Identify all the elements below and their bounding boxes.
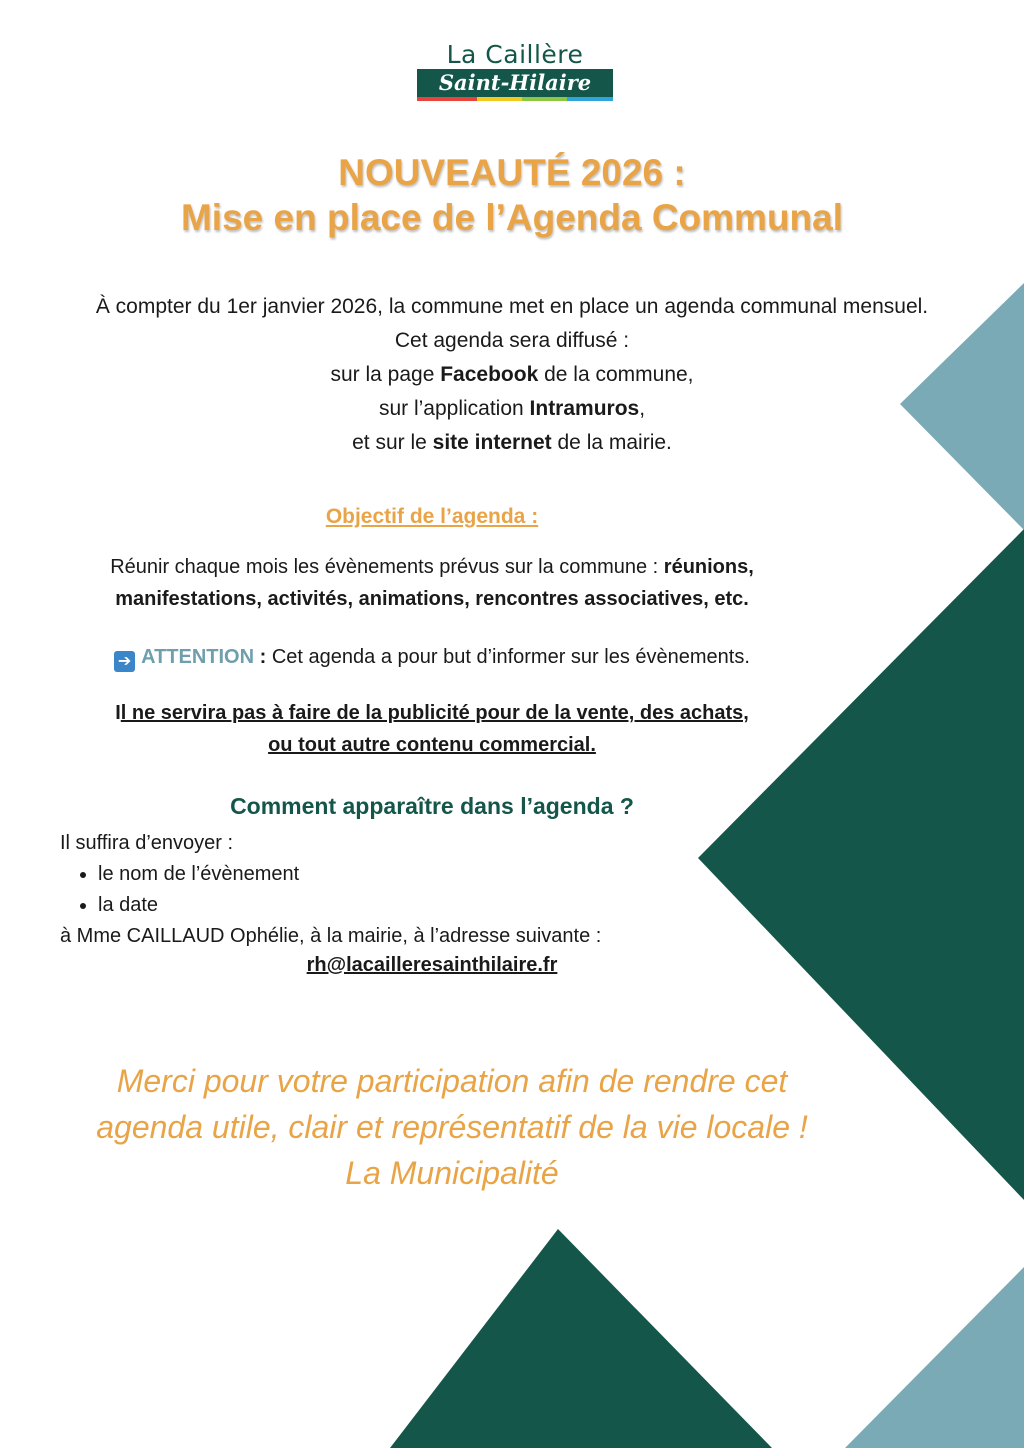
commercial-warning: Il ne servira pas à faire de la publicité pour de la vente, des achats, ou tout autre contenu commercial. (115, 702, 749, 756)
logo-stripe-blue (567, 97, 613, 101)
intramuros-label: Intramuros (529, 397, 640, 420)
intro-line4: sur l’application Intramuros, (378, 397, 646, 420)
list-item: • le nom de l’évènement (98, 859, 601, 890)
required-info-list (60, 859, 601, 921)
closing-line1: Merci pour votre participation afin de rendre cet (116, 1063, 788, 1099)
logo-band (417, 69, 613, 97)
contact-email-link[interactable]: rh@lacailleresainthilaire.fr (306, 954, 558, 976)
municipality-logo (415, 40, 615, 102)
intro-line5: et sur le site internet de la mairie. (352, 431, 672, 454)
facebook-label: Facebook (440, 363, 539, 386)
attention-note: ➔ ATTENTION : Cet agenda a pour but d’informer sur les évènements. (0, 646, 864, 672)
list-item: • la date (98, 890, 601, 921)
how-instructions (60, 828, 601, 952)
website-label: site internet (432, 431, 552, 454)
intro-paragraph (0, 290, 1024, 460)
intro-line1: À compter du 1er janvier 2026, la commune met en place un agenda communal mensuel. (95, 295, 929, 318)
objective-text: Réunir chaque mois les évènements prévus sur la commune : réunions, manifestations, activités, animations, rencontres associatives, etc. (110, 556, 754, 610)
closing-line2: agenda utile, clair et représentatif de la vie locale ! (96, 1109, 808, 1145)
logo-line1: La Caillère (446, 40, 584, 69)
blue-triangle-bottom (845, 1267, 1024, 1448)
title-line2: Mise en place de l’Agenda Communal (180, 197, 844, 238)
intro-line2: Cet agenda sera diffusé : (394, 329, 630, 352)
attention-label: ATTENTION (141, 646, 255, 668)
logo-stripe-green (522, 97, 567, 101)
recipient-text: à Mme CAILLAUD Ophélie, à la mairie, à l’adresse suivante : (60, 925, 602, 947)
attention-text: Cet agenda a pour but d’informer sur les évènements. (271, 646, 750, 668)
how-intro: Il suffira d’envoyer : (60, 832, 234, 854)
closing-signature: La Municipalité (345, 1155, 559, 1191)
logo-line2: Saint-Hilaire (438, 70, 592, 95)
logo-stripe-red (417, 97, 477, 101)
intro-line3: sur la page Facebook de la commune, (330, 363, 694, 386)
logo-stripe-yellow (477, 97, 522, 101)
title-line1: NOUVEAUTÉ 2026 : (338, 152, 686, 193)
page-title (0, 150, 1024, 240)
right-arrow-icon: ➔ (114, 651, 135, 672)
how-heading: Comment apparaître dans l’agenda ? (230, 793, 634, 819)
green-triangle-bottom (390, 1229, 772, 1448)
objective-heading: Objectif de l’agenda : (325, 505, 539, 528)
closing-message (0, 1058, 904, 1196)
